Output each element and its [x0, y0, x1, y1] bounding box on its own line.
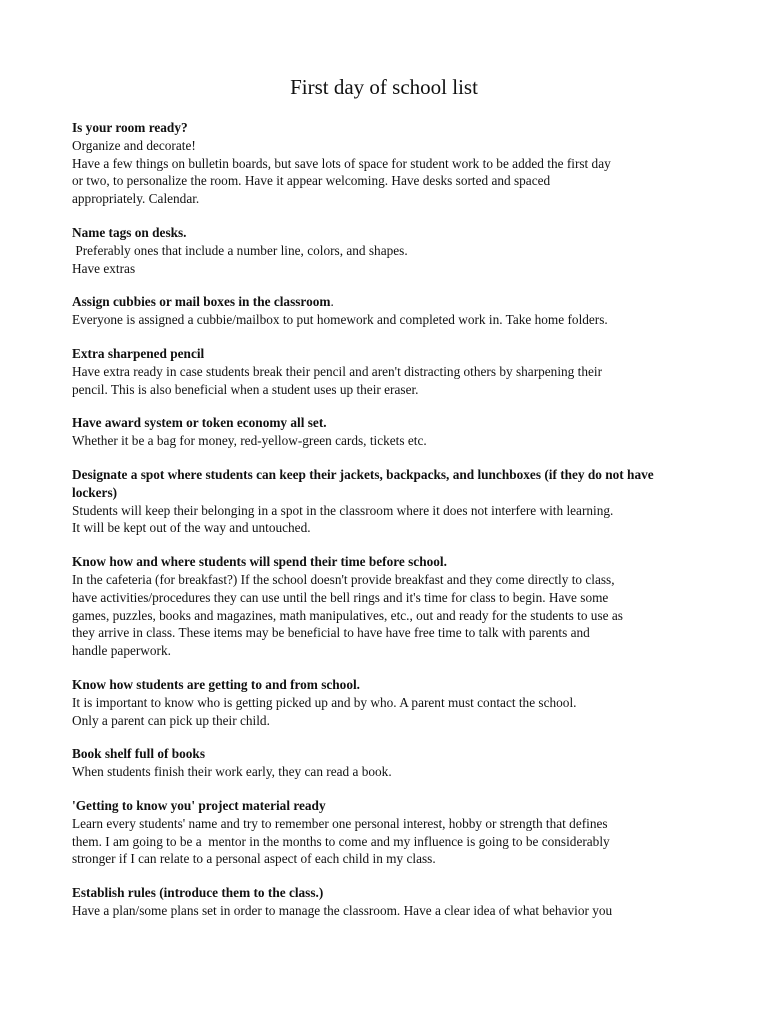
section-cubbies	[72, 293, 702, 329]
section-award-system	[72, 414, 702, 450]
section-heading-text: Assign cubbies or mail boxes in the classroom	[72, 294, 331, 310]
body-line: Organize and decorate!	[72, 137, 196, 153]
body-line: have activities/procedures they can use until the bell rings and it's time for class to begin. Have some	[72, 589, 609, 605]
section-name-tags	[72, 224, 702, 277]
section-heading: Have award system or token economy all set.	[72, 415, 327, 431]
section-heading: Designate a spot where students can keep their jackets, backpacks, and lunchboxes (if they do not have lockers)	[72, 466, 654, 500]
section-heading: Book shelf full of books	[72, 746, 206, 762]
body-line: Have a plan/some plans set in order to manage the classroom. Have a clear idea of what behavior you	[72, 902, 613, 918]
body-line: pencil. This is also beneficial when a student uses up their eraser.	[72, 381, 419, 397]
section-pencil	[72, 345, 702, 398]
body-line: Learn every students' name and try to remember one personal interest, hobby or strength that defines	[72, 815, 608, 831]
section-getting-to-know-you	[72, 797, 702, 868]
body-line: Students will keep their belonging in a spot in the classroom where it does not interfere with learning.	[72, 502, 614, 518]
body-line: Everyone is assigned a cubbie/mailbox to put homework and completed work in. Take home folders.	[72, 312, 608, 328]
section-heading: Name tags on desks.	[72, 224, 187, 240]
body-line: appropriately. Calendar.	[72, 191, 200, 207]
body-line: games, puzzles, books and magazines, math manipulatives, etc., out and ready for the students to use as	[72, 607, 623, 623]
body-line: It is important to know who is getting picked up and by who. A parent must contact the school.	[72, 694, 577, 710]
body-line: Have a few things on bulletin boards, but save lots of space for student work to be added the first day	[72, 155, 611, 171]
section-heading: Know how and where students will spend their time before school.	[72, 554, 447, 570]
page-title: First day of school list	[290, 75, 478, 99]
section-heading: Know how students are getting to and from school.	[72, 676, 360, 692]
document-body	[72, 119, 702, 936]
section-heading: Establish rules (introduce them to the class.)	[72, 885, 324, 901]
body-line: Whether it be a bag for money, red-yellow-green cards, tickets etc.	[72, 433, 427, 449]
body-line: Have extras	[72, 260, 136, 276]
body-line: It will be kept out of the way and untouched.	[72, 520, 311, 536]
section-designate-spot	[72, 466, 702, 537]
body-line: Only a parent can pick up their child.	[72, 712, 270, 728]
body-line: In the cafeteria (for breakfast?) If the school doesn't provide breakfast and they come directly to class,	[72, 571, 615, 587]
section-establish-rules	[72, 884, 702, 920]
body-line: or two, to personalize the room. Have it appear welcoming. Have desks sorted and spaced	[72, 173, 551, 189]
section-heading: 'Getting to know you' project material ready	[72, 797, 326, 813]
body-line: them. I am going to be a mentor in the months to come and my influence is going to be considerably	[72, 833, 610, 849]
body-line: When students finish their work early, they can read a book.	[72, 764, 392, 780]
section-heading: Is your room ready?	[72, 120, 188, 135]
section-book-shelf	[72, 745, 702, 781]
section-before-school	[72, 553, 702, 660]
body-line: they arrive in class. These items may be beneficial to have have free time to talk with parents and	[72, 625, 590, 641]
section-transport	[72, 676, 702, 729]
body-line: Preferably ones that include a number line, colors, and shapes.	[72, 242, 408, 258]
section-heading-suffix: .	[330, 294, 334, 310]
section-room-ready	[72, 119, 702, 208]
body-line: handle paperwork.	[72, 643, 171, 659]
section-heading: Extra sharpened pencil	[72, 345, 205, 361]
body-line: Have extra ready in case students break their pencil and aren't distracting others by sharpening their	[72, 363, 603, 379]
body-line: stronger if I can relate to a personal aspect of each child in my class.	[72, 851, 436, 867]
section-heading	[72, 293, 702, 311]
